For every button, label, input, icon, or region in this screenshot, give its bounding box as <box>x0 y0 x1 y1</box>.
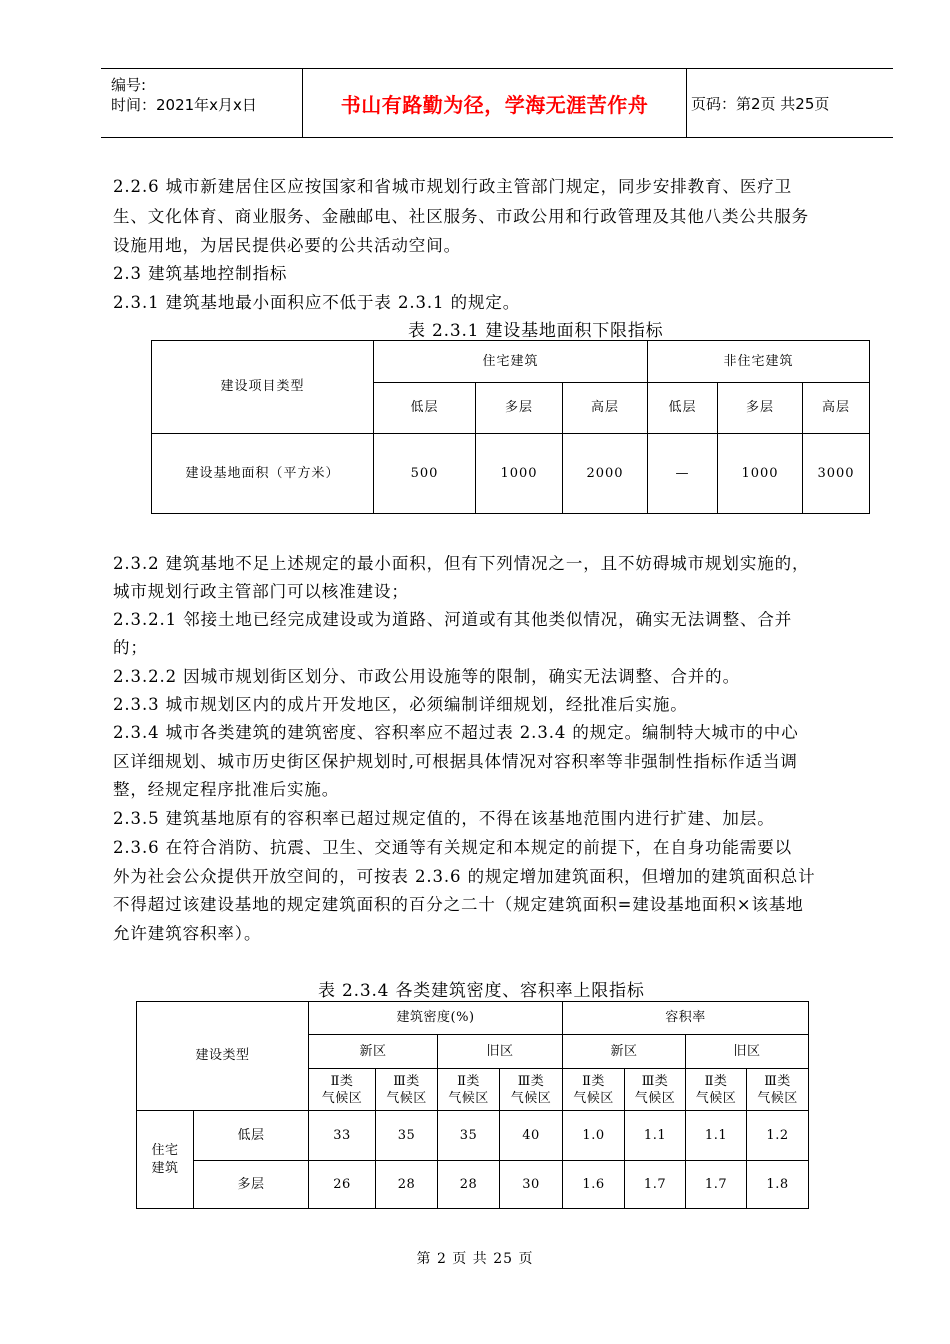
table-cell: 3000 <box>803 434 870 514</box>
header-motto: 书山有路勤为径，学海无涯苦作舟 <box>340 92 649 117</box>
paragraph-2-3-5: 2.3.5 建筑基地原有的容积率已超过规定值的，不得在该基地范围内进行扩建、加层。 <box>113 809 775 828</box>
table-zone-header-iii: Ⅲ类 气候区 <box>500 1069 563 1111</box>
header-page-code: 页码：第2页 共25页 <box>691 94 830 113</box>
table-subcol-header: 高层 <box>563 383 648 434</box>
section-heading-2-3: 2.3 建筑基地控制指标 <box>113 264 288 283</box>
table-cell: 26 <box>309 1161 376 1209</box>
table-cell: 1.0 <box>563 1111 625 1161</box>
table-zone-header-ii: Ⅱ类 气候区 <box>686 1069 747 1111</box>
table-row-header: 建设类型 <box>137 1002 309 1111</box>
table-subcol-header: 低层 <box>374 383 476 434</box>
paragraph-2-3-2-line-1: 2.3.2 建筑基地不足上述规定的最小面积，但有下列情况之一，且不妨碍城市规划实施的， <box>113 554 810 573</box>
table-2-3-1-caption: 表 2.3.1 建设基地面积下限指标 <box>408 321 664 341</box>
header-page-cell <box>687 69 893 137</box>
table-area-header-new: 新区 <box>309 1035 438 1069</box>
table-zone-header-iii: Ⅲ类 气候区 <box>376 1069 438 1111</box>
paragraph-2-2-6-line-2: 生、文化体育、商业服务、金融邮电、社区服务、市政公用和行政管理及其他八类公共服务 <box>113 207 809 226</box>
table-cell: 2000 <box>563 434 648 514</box>
table-area-header-new: 新区 <box>563 1035 686 1069</box>
table-area-header-old: 旧区 <box>686 1035 809 1069</box>
paragraph-2-3-6-line-4: 允许建筑容积率）。 <box>113 924 262 943</box>
paragraph-2-3-4-line-2: 区详细规划、城市历史街区保护规划时,可根据具体情况对容积率等非强制性指标作适当调 <box>113 752 798 771</box>
table-cell: 1.1 <box>625 1111 686 1161</box>
document-time-label: 时间：2021年x月x日 <box>111 96 257 114</box>
page-header <box>101 68 893 138</box>
table-zone-header-iii: Ⅲ类 气候区 <box>625 1069 686 1111</box>
paragraph-2-3-2-2: 2.3.2.2 因城市规划街区划分、市政公用设施等的限制，确实无法调整、合并的。 <box>113 667 740 686</box>
paragraph-2-2-6-line-3: 设施用地，为居民提供必要的公共活动空间。 <box>113 236 461 255</box>
table-cell: 40 <box>500 1111 563 1161</box>
table-cell: 1.2 <box>747 1111 809 1161</box>
header-left-cell <box>101 69 303 137</box>
table-cell: 1.7 <box>625 1161 686 1209</box>
table-zone-header-ii: Ⅱ类 气候区 <box>563 1069 625 1111</box>
table-group-header-far: 容积率 <box>563 1002 809 1035</box>
table-subcol-header: 低层 <box>648 383 718 434</box>
paragraph-2-3-6-line-2: 外为社会公众提供开放空间的，可按表 2.3.6 的规定增加建筑面积，但增加的建筑面积总计 <box>113 867 816 886</box>
table-2-3-4 <box>136 1001 809 1209</box>
table-cell: 1.6 <box>563 1161 625 1209</box>
table-cell: 33 <box>309 1111 376 1161</box>
table-2-3-1 <box>151 340 870 514</box>
paragraph-2-3-4-line-1: 2.3.4 城市各类建筑的建筑密度、容积率应不超过表 2.3.4 的规定。编制特大城市的中心 <box>113 723 799 742</box>
paragraph-2-3-3: 2.3.3 城市规划区内的成片开发地区，必须编制详细规划，经批准后实施。 <box>113 695 688 714</box>
table-group-header-residential: 住宅建筑 <box>374 341 648 383</box>
paragraph-2-2-6-line-1: 2.2.6 城市新建居住区应按国家和省城市规划行政主管部门规定，同步安排教育、医疗卫 <box>113 177 793 196</box>
table-cell: 28 <box>376 1161 438 1209</box>
table-zone-header-ii: Ⅱ类 气候区 <box>309 1069 376 1111</box>
table-2-3-4-caption: 表 2.3.4 各类建筑密度、容积率上限指标 <box>318 981 645 1001</box>
table-cell: 35 <box>438 1111 500 1161</box>
table-row-label: 多层 <box>194 1161 309 1209</box>
table-cell: 1.7 <box>686 1161 747 1209</box>
page-footer: 第 2 页 共 25 页 <box>416 1251 534 1267</box>
table-row-label: 低层 <box>194 1111 309 1161</box>
table-cell: 1.1 <box>686 1111 747 1161</box>
table-subcol-header: 多层 <box>718 383 803 434</box>
table-cell: 500 <box>374 434 476 514</box>
table-cell: 28 <box>438 1161 500 1209</box>
table-cell: 1000 <box>718 434 803 514</box>
table-zone-header-ii: Ⅱ类 气候区 <box>438 1069 500 1111</box>
table-cell: 35 <box>376 1111 438 1161</box>
header-motto-cell <box>303 69 687 137</box>
table-cell: 1000 <box>476 434 563 514</box>
table-subcol-header: 多层 <box>476 383 563 434</box>
document-number-label: 编号: <box>111 76 147 94</box>
table-group-header-density: 建筑密度(%) <box>309 1002 563 1035</box>
table-category-residential: 住宅 建筑 <box>137 1111 194 1209</box>
paragraph-2-3-2-1-line-2: 的； <box>113 638 148 657</box>
table-row-header: 建设项目类型 <box>152 341 374 434</box>
paragraph-2-3-6-line-3: 不得超过该建设基地的规定建筑面积的百分之二十（规定建筑面积=建设基地面积×该基地 <box>113 895 804 914</box>
paragraph-2-3-2-line-2: 城市规划行政主管部门可以核准建设； <box>113 582 409 601</box>
table-cell: 30 <box>500 1161 563 1209</box>
table-subcol-header: 高层 <box>803 383 870 434</box>
paragraph-2-3-2-1-line-1: 2.3.2.1 邻接土地已经完成建设或为道路、河道或有其他类似情况，确实无法调整、合并 <box>113 610 793 629</box>
table-zone-header-iii: Ⅲ类 气候区 <box>747 1069 809 1111</box>
table-cell: 1.8 <box>747 1161 809 1209</box>
table-area-header-old: 旧区 <box>438 1035 563 1069</box>
paragraph-2-3-4-line-3: 整，经规定程序批准后实施。 <box>113 780 340 799</box>
table-cell: — <box>648 434 718 514</box>
table-group-header-non-residential: 非住宅建筑 <box>648 341 870 383</box>
paragraph-2-3-6-line-1: 2.3.6 在符合消防、抗震、卫生、交通等有关规定和本规定的前提下，在自身功能需要以 <box>113 838 793 857</box>
paragraph-2-3-1: 2.3.1 建筑基地最小面积应不低于表 2.3.1 的规定。 <box>113 293 521 312</box>
table-row-label: 建设基地面积（平方米） <box>152 434 374 514</box>
